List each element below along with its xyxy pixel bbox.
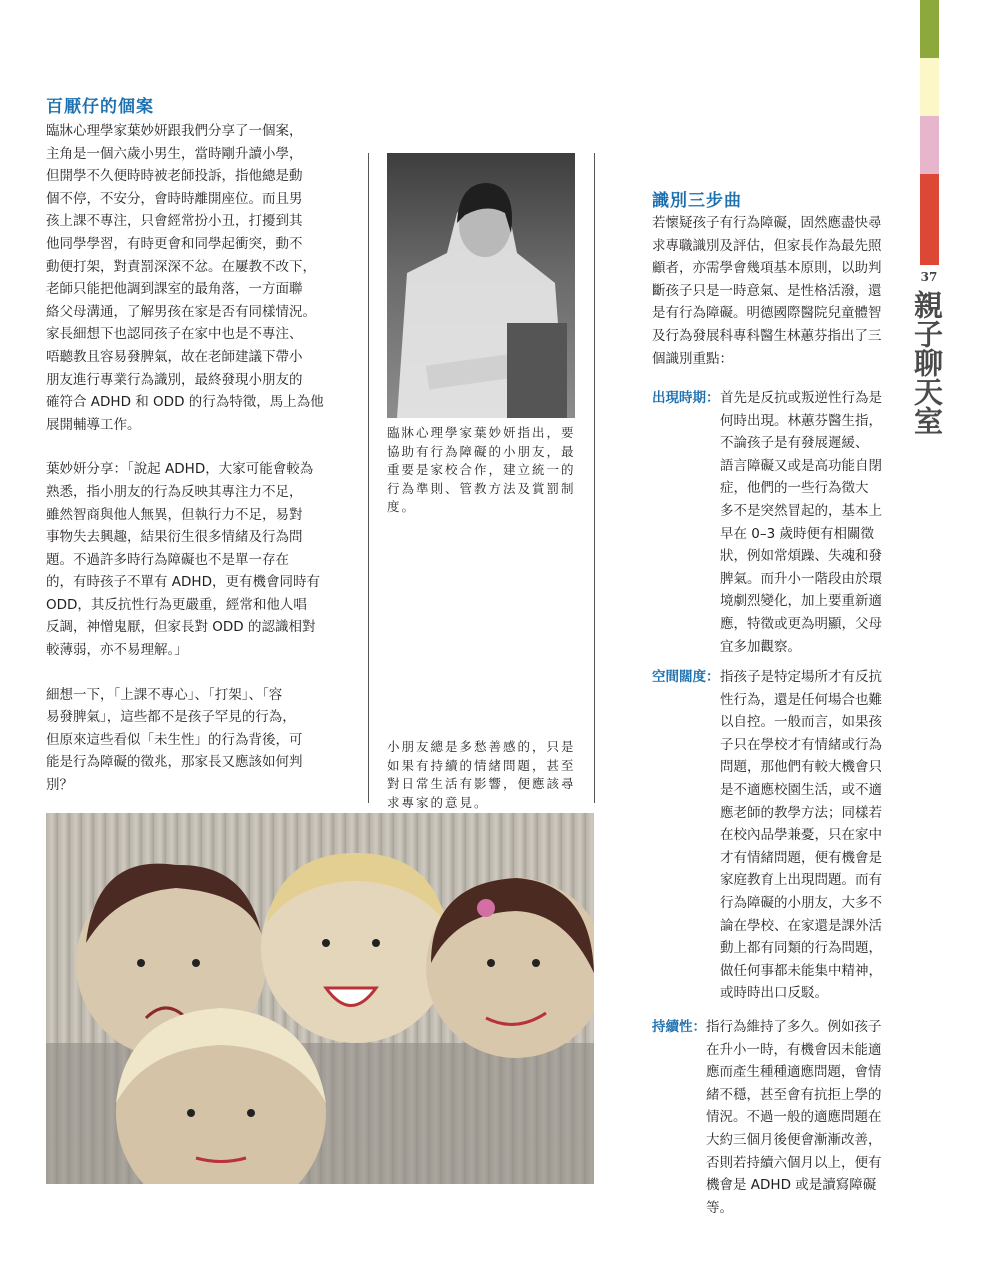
divider-left <box>368 153 369 803</box>
color-bar-green <box>920 0 939 58</box>
cookie-4-icon <box>116 1008 326 1184</box>
point-text: 指行為維持了多久。例如孩子 在升小一時，有機會因未能適 應而產生種種適應問題，會情 緒不穩，甚至會有抗拒上學的 情況。不過一般的適應問題在 大約三個月後便會漸漸改善， 否則若持續六個月以上，便有 機會是 ADHD 或是讀寫障礙等。 <box>706 1019 882 1216</box>
photo-caption: 臨牀心理學家葉妙妍指出，要 協助有行為障礙的小朋友，最 重要是家校合作，建立統一的 行為準則、管教方法及賞罰制 度。 <box>387 425 576 514</box>
case-paragraph-3: 細想一下，「上課不專心」、「打架」、「容 易發脾氣」，這些都不是孩子罕見的行為， 但原來這些看似「未生性」的行為背後，可 能是行為障礙的徵兆，那家長又應該如何判 別？ <box>46 686 303 794</box>
cookies-illustration <box>46 813 594 1184</box>
point-text: 首先是反抗或叛逆性行為是 何時出現。林蕙芬醫生指， 不論孩子是有發展遲緩、 語言障礙又或是高功能自閉 症，他們的一些行為徵大 多不是突然冒起的，基本上 早在 0–3 歲時便有相關徵 狀，例如常煩躁、失魂和發 脾氣。而升小一階段由於環 境劇烈變化，加上要重新適 應，特徵或更為明顯，父母 宜多加觀察。 <box>720 390 882 655</box>
case-text-column <box>46 120 346 797</box>
cookie-faces-photo <box>46 813 594 1184</box>
color-bar-red <box>920 174 939 265</box>
point-onset <box>652 387 902 657</box>
case-heading: 百厭仔的個案 <box>46 97 154 117</box>
portrait-figure-icon <box>387 153 575 418</box>
divider-right <box>594 153 595 803</box>
psychologist-portrait-photo <box>387 153 575 418</box>
color-bar-pink <box>920 116 939 174</box>
identify-intro: 若懷疑孩子有行為障礙，固然應盡快尋 求專職識別及評估，但家長作為最先照 顧者，亦需學會幾項基本原則，以助判 斷孩子只是一時意氣、是性格活潑，還 是有行為障礙。明德國際醫院兒童體智 及行為發展科專科醫生林蕙芬指出了三 個識別重點： <box>652 215 882 367</box>
point-term: 空間闊度： <box>652 669 720 685</box>
color-bar-yellow <box>920 58 939 116</box>
identify-heading: 識別三步曲 <box>652 191 742 211</box>
page-number: 37 <box>920 270 938 284</box>
point-duration <box>652 1016 902 1216</box>
section-title: 親子聊天室 <box>910 290 944 435</box>
cookie-3-icon <box>426 878 594 1058</box>
point-scope <box>652 666 902 1006</box>
cookie-2-icon <box>261 853 451 1043</box>
point-text: 指孩子是特定場所才有反抗 性行為，還是任何場合也難 以自控。一般而言，如果孩 子只在學校才有情緒或行為 問題，那他們有較大機會只 是不適應校園生活，或不適 應老師的教學方法；同樣若 在校內品學兼憂，只在家中 才有情緒問題，便有機會是 家庭教育上出現問題。而有 行為障礙的小朋友，大多不 論在學校、在家還是課外活 動上都有同類的行為問題， 做任何事都未能集中精神， 或時時出口反駁。 <box>720 669 882 1002</box>
pullquote-caption: 小朋友總是多愁善感的，只是 如果有持續的情緒問題，甚至 對日常生活有影響，便應該尋 求專家的意見。 <box>387 739 576 810</box>
point-term: 出現時期： <box>652 390 720 406</box>
case-paragraph-1: 臨牀心理學家葉妙妍跟我們分享了一個案， 主角是一個六歲小男生，當時剛升讀小學， 但開學不久便時時被老師投訴，指他總是動 個不停，不安分，會時時離開座位。而且男 孩上課不專注，只會經常扮小丑，打擾到其 他同學學習，有時更會和同學起衝突，動不 動便打架，對責罰深深不忿。在屢教不改下， 老師只能把他調到課室的最角落，一方面聯 絡父母溝通，了解男孩在家是否有同樣情況。 家長細想下也認同孩子在家中也是不專注、 唔聽教且容易發脾氣，故在老師建議下帶小 朋友進行專業行為識別，最終發現小朋友的 確符合 ADHD 和 ODD 的行為特徵，馬上為他 展開輔導工作。 <box>46 123 324 433</box>
case-paragraph-2: 葉妙妍分享：「說起 ADHD，大家可能會較為 熟悉，指小朋友的行為反映其專注力不足， 雖然智商與他人無異，但執行力不足，易對 事物失去興趣，結果衍生很多情緒及行為問 題。不過許多時行為障礙也不是單一存在 的，有時孩子不單有 ADHD，更有機會同時有 ODD，其反抗性行為更嚴重，經常和他人唱 反調，神憎鬼厭，但家長對 ODD 的認識相對 較薄弱，亦不易理解。」 <box>46 461 320 659</box>
point-term: 持續性： <box>652 1019 706 1035</box>
